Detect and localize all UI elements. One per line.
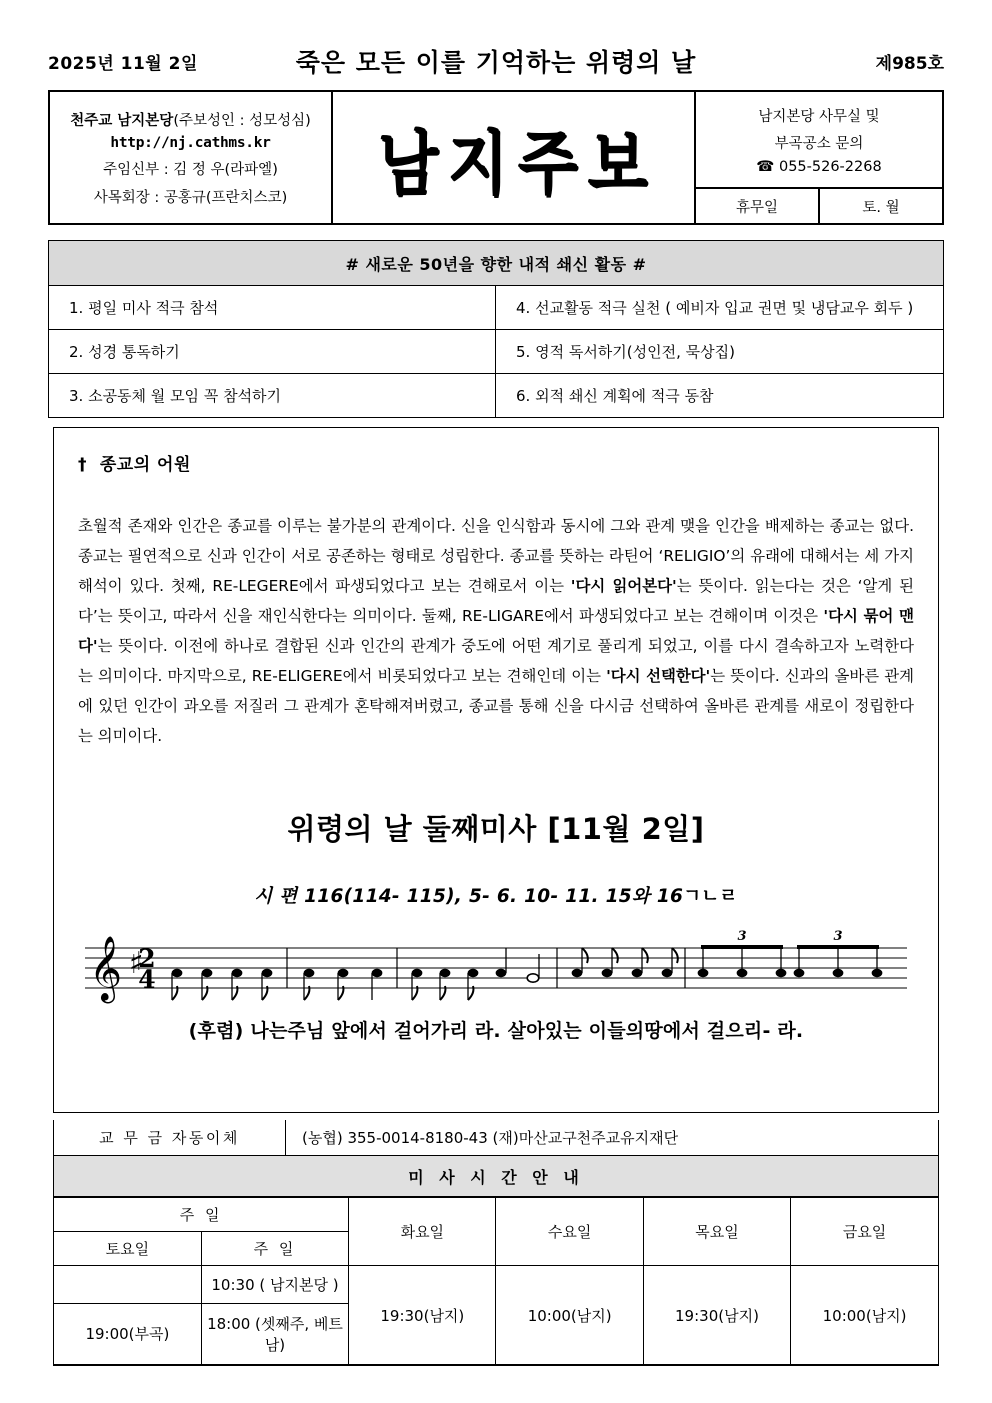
table-row	[54, 1266, 938, 1304]
time-signature-numerator: 2	[138, 944, 156, 973]
top-header-line	[48, 44, 944, 78]
schedule-tuesday-time: 19:30(남지)	[349, 1266, 496, 1365]
parish-website[interactable]: http://nj.cathms.kr	[110, 134, 271, 151]
music-score	[78, 930, 914, 1012]
music-staff-svg	[81, 930, 911, 1012]
parish-name: 천주교 남지본당	[70, 112, 174, 129]
mass-schedule-grid	[54, 1197, 938, 1365]
mass-schedule-heading: 미 사 시 간 안 내	[54, 1156, 938, 1197]
council-head-name: 사목회장 : 공홍규(프란치스코)	[93, 189, 288, 206]
renewal-activities-table	[48, 240, 944, 418]
table-row	[49, 374, 943, 417]
table-row	[49, 286, 943, 330]
activity-item-4: 4. 선교활동 적극 실천 ( 예비자 입교 권면 및 냉담교우 회두 )	[516, 299, 914, 317]
activity-item-5: 5. 영적 독서하기(성인전, 묵상집)	[516, 343, 735, 361]
schedule-col-friday: 금요일	[791, 1198, 938, 1266]
donation-account-row	[53, 1120, 939, 1156]
schedule-sunday-1800: 18:00 (셋째주, 베트남)	[201, 1303, 348, 1364]
article-title-text: 종교의 어원	[99, 455, 191, 475]
office-line-2: 부곡공소 문의	[774, 135, 864, 152]
psalm-reference-main: 시 편 116(114- 115), 5- 6. 10- 11. 15와 16	[254, 886, 684, 907]
parish-name-line	[70, 109, 311, 130]
schedule-sunday-1030: 10:30 ( 남지본당 )	[201, 1266, 348, 1304]
donation-label: 교 무 금 자동이체	[54, 1120, 286, 1155]
table-row	[54, 1198, 938, 1232]
time-signature-denominator: 4	[138, 965, 156, 994]
closed-days-label: 휴무일	[696, 189, 820, 223]
hymn-title: 위령의 날 둘째미사 [11월 2일]	[287, 812, 705, 846]
psalm-reference-suffix: ㄱㄴㄹ	[683, 886, 738, 907]
office-line-1: 남지본당 사무실 및	[758, 108, 880, 125]
activity-item-6: 6. 외적 쇄신 계획에 적극 동참	[516, 387, 714, 405]
schedule-friday-time: 10:00(남지)	[791, 1266, 938, 1365]
schedule-group-sunday: 주 일	[54, 1198, 349, 1232]
parish-patron: (주보성인 : 성모성심)	[173, 112, 311, 129]
schedule-col-saturday: 토요일	[54, 1232, 201, 1266]
cross-icon: †	[78, 455, 87, 475]
schedule-wednesday-time: 10:00(남지)	[496, 1266, 643, 1365]
triplet-marker: 3	[833, 930, 843, 944]
phone-number: ☎ 055-526-2268	[756, 158, 882, 175]
bulletin-logo-title: 남지주보	[377, 122, 658, 204]
treble-clef-icon: 𝄞	[89, 936, 123, 1001]
activity-item-2: 2. 성경 통독하기	[49, 330, 496, 373]
schedule-col-thursday: 목요일	[643, 1198, 790, 1266]
closed-days-row	[696, 189, 942, 223]
hymn-lyrics: (후렴) 나는주님 앞에서 걸어가리 라. 살아있는 이들의땅에서 걸으리- 라.	[188, 1020, 804, 1042]
pastor-name: 주임신부 : 김 정 우(라파엘)	[103, 161, 278, 178]
schedule-col-sunday: 주 일	[201, 1232, 348, 1266]
table-row	[49, 330, 943, 374]
schedule-col-wednesday: 수요일	[496, 1198, 643, 1266]
psalm-reference	[78, 882, 914, 908]
article-body	[78, 511, 914, 751]
mass-schedule-table	[53, 1156, 939, 1366]
schedule-saturday-empty	[54, 1266, 201, 1304]
parish-info-box	[50, 92, 333, 223]
bulletin-logo-box	[333, 92, 696, 223]
issue-number: 제985호	[875, 53, 944, 74]
article-heading	[78, 450, 914, 475]
office-contact-box	[696, 92, 942, 223]
donation-account-number: (농협) 355-0014-8180-43 (재)마산교구천주교유지재단	[302, 1129, 679, 1147]
issue-date: 2025년 11월 2일	[48, 53, 198, 74]
note-group	[172, 930, 883, 1000]
closed-days-value: 토. 월	[862, 199, 900, 216]
article-paragraph: 초월적 존재와 인간은 종교를 이루는 불가분의 관계이다. 신을 인식함과 동시에 그와 관계 맺을 인간을 배제하는 종교는 없다. 종교는 필연적으로 신과 인간이 서로 공존하는 형태로 성립한다. 종교를 뜻하는 라틴어 ‘RELIGIO’의 유래에 대해서는 세 가지 해석이 있다. 첫째, RE-LEGERE에서 파생되었다고 보는 견해로서 이는 '다시 읽어본다'는 뜻이다. 읽는다는 것은 ‘알게 된다’는 뜻이고, 따라서 신을 재인식한다는 의미이다. 둘째, RE-LIGARE에서 파생되었다고 보는 견해이며 이것은 '다시 묶어 맨다'는 뜻이다. 이전에 하나로 결합된 신과 인간의 관계가 중도에 어떤 계기로 풀리게 되었고, 이를 다시 결속하고자 노력한다는 의미이다. 마지막으로, RE-ELIGERE에서 비롯되었다고 보는 견해인데 이는 '다시 선택한다'는 뜻이다. 신과의 올바른 관계에 있던 인간이 과오를 저질러 그 관계가 혼탁해져버렸고, 종교를 통해 신을 다시금 선택하여 올바른 관계를 새로이 정립한다는 의미이다.	[78, 517, 915, 745]
schedule-saturday-1900: 19:00(부곡)	[54, 1303, 201, 1364]
schedule-col-tuesday: 화요일	[349, 1198, 496, 1266]
office-contact	[696, 92, 942, 189]
activity-item-3: 3. 소공동체 월 모임 꼭 참석하기	[49, 374, 496, 417]
activity-item-1: 1. 평일 미사 적극 참석	[49, 286, 496, 329]
article-box	[53, 427, 939, 1113]
page-title: 죽은 모든 이를 기억하는 위령의 날	[295, 48, 697, 77]
triplet-marker: 3	[737, 930, 747, 944]
sharp-icon: ♯	[129, 946, 144, 981]
renewal-activities-heading: # 새로운 50년을 향한 내적 쇄신 활동 #	[49, 241, 943, 286]
masthead	[48, 90, 944, 225]
schedule-thursday-time: 19:30(남지)	[643, 1266, 790, 1365]
